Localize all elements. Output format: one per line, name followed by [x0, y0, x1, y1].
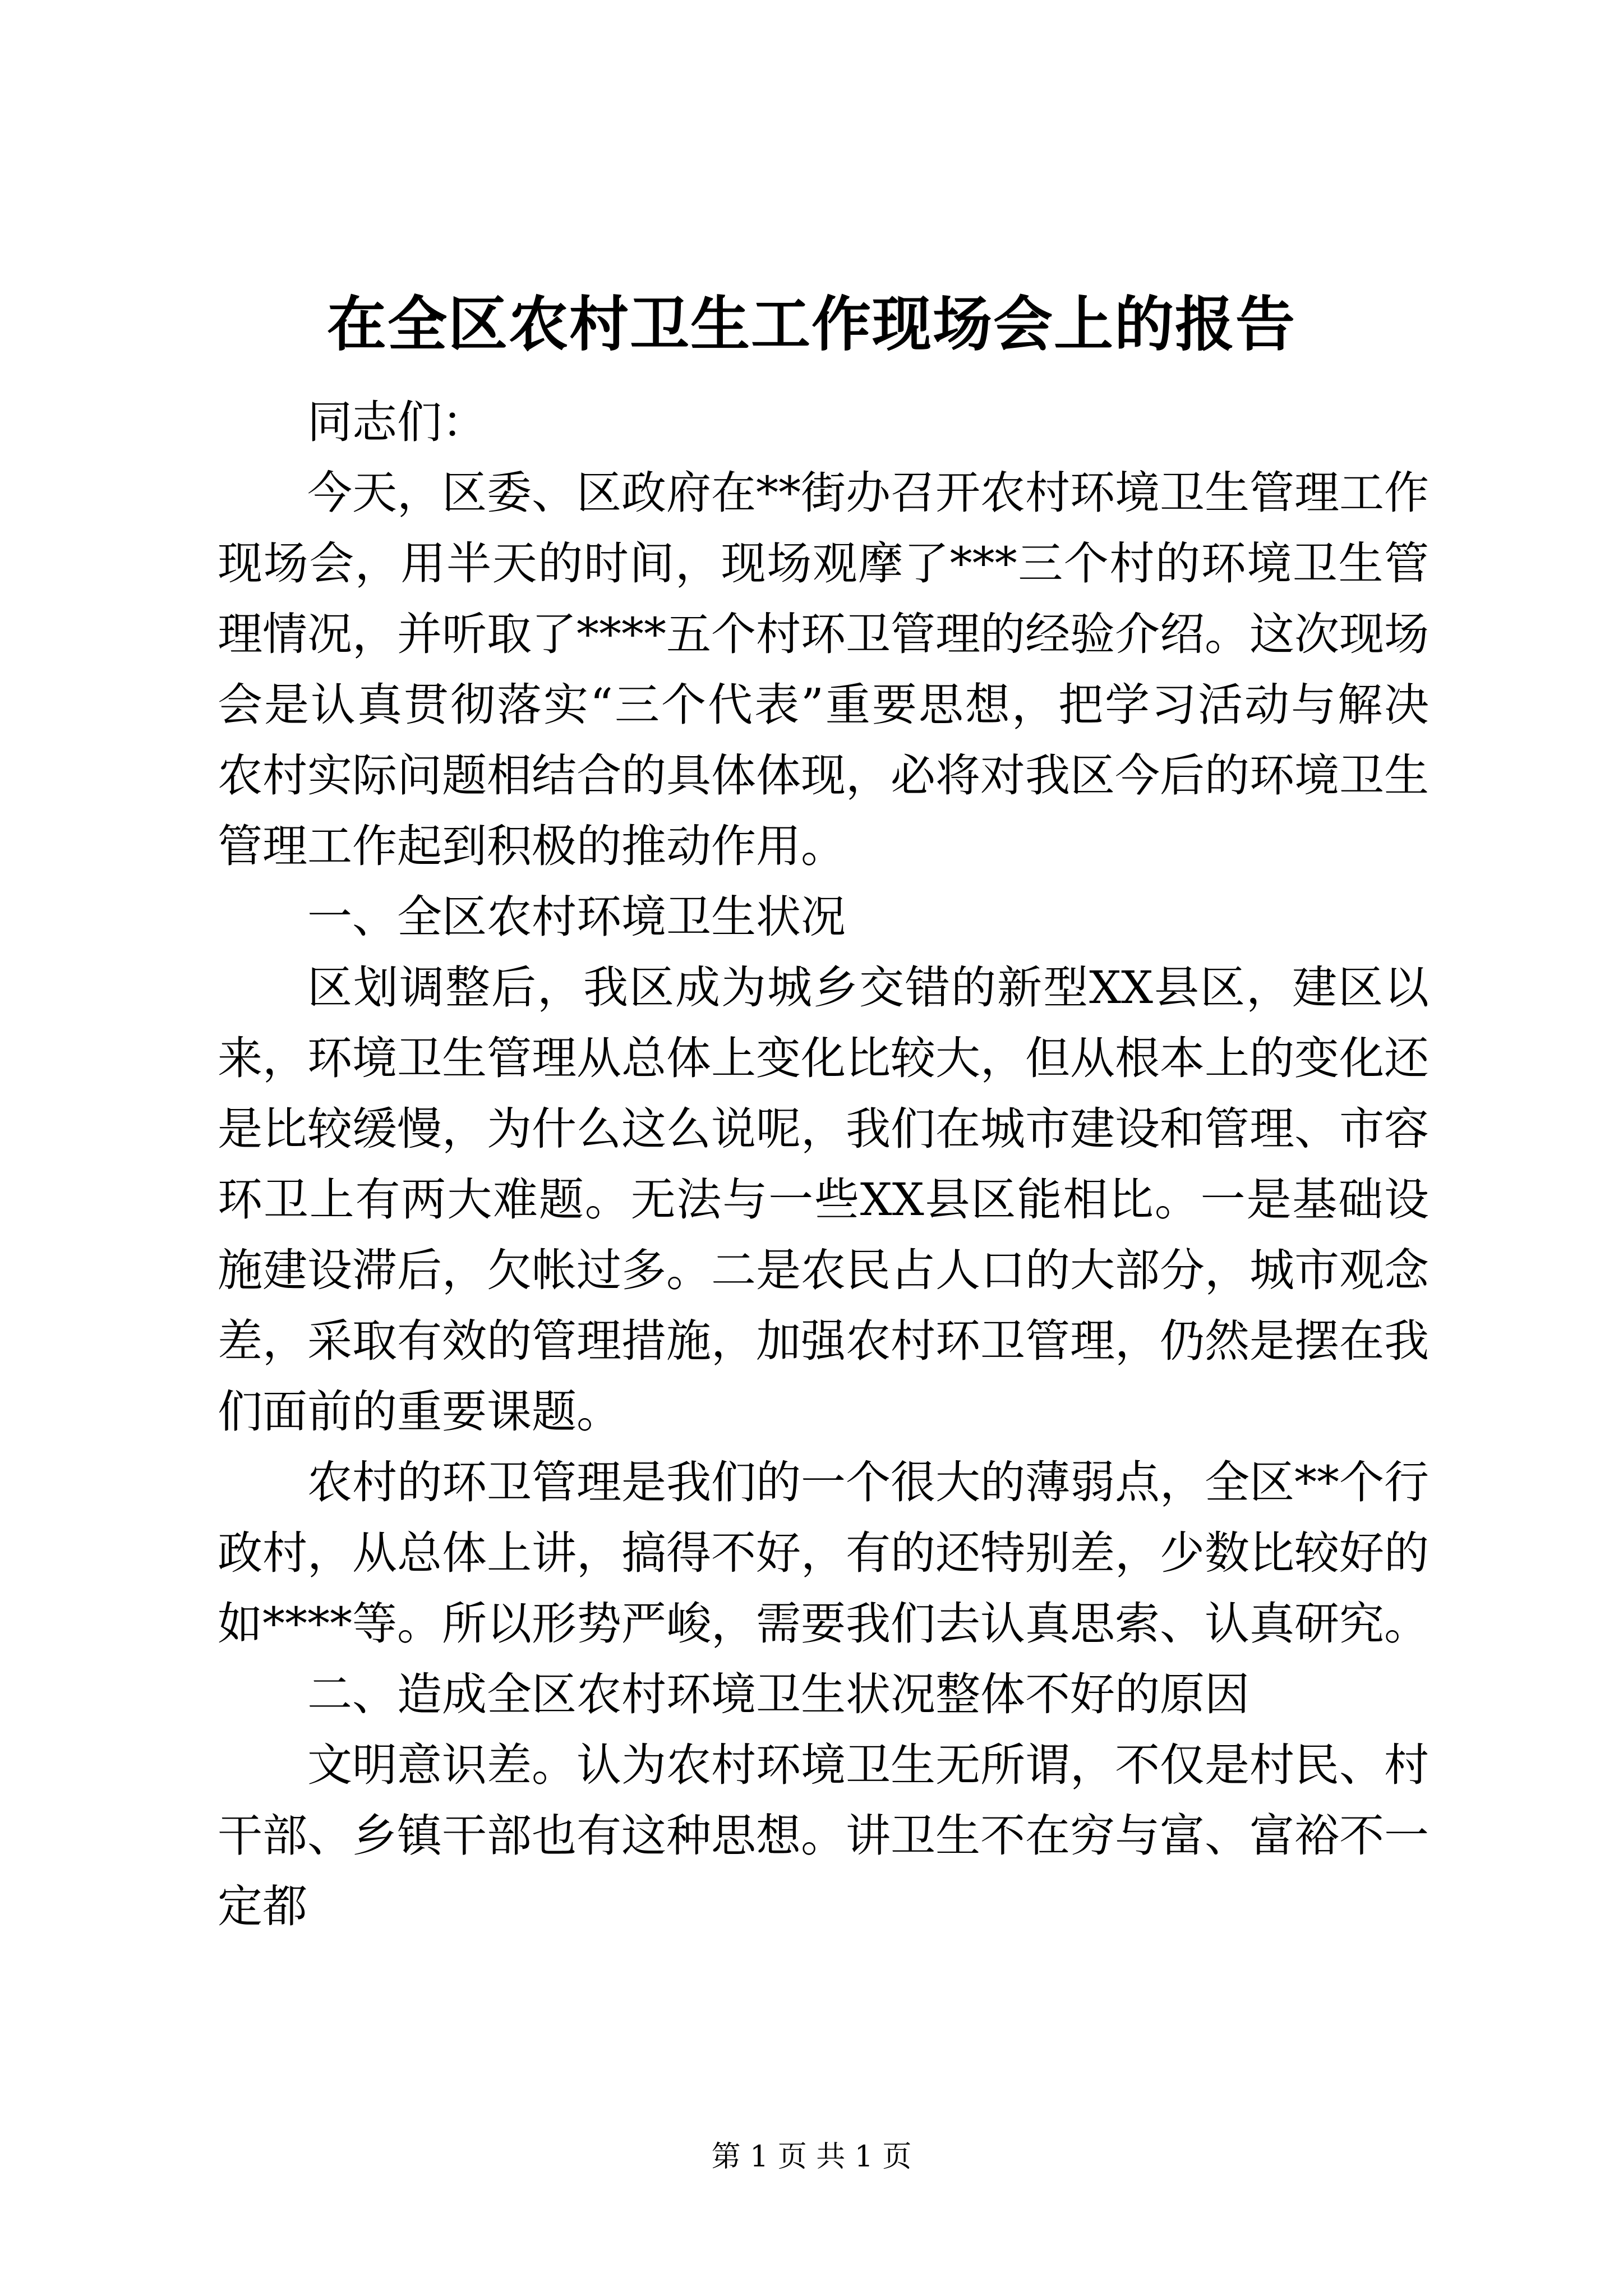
section-heading-2: 二、造成全区农村环境卫生状况整体不好的原因 [307, 1668, 1249, 1720]
page-footer: 第 1 页 共 1 页 [711, 2140, 912, 2174]
salutation: 同志们： [307, 396, 487, 448]
paragraph-intro: 今天，区委、区政府在**街办召开农村环境卫生管理工作现场会，用半天的时间，现场观摩了***三个村的环境卫生管理情况，并听取了****五个村环卫管理的经验介绍。这次现场会是认真贯彻落实“三个代表”重要思想，把学习活动与解决农村实际问题相结合的具体体现，必将对我区今后的环境卫生管理工作起到积极的推动作用。 [218, 467, 1429, 872]
section-heading-1: 一、全区农村环境卫生状况 [307, 891, 846, 943]
paragraph-status: 区划调整后，我区成为城乡交错的新型XX县区，建区以来，环境卫生管理从总体上变化比较大，但从根本上的变化还是比较缓慢，为什么这么说呢，我们在城市建设和管理、市容环卫上有两大难题。无法与一些XX县区能相比。一是基础设施建设滞后，欠帐过多。二是农民占人口的大部分，城市观念差，采取有效的管理措施，加强农村环卫管理，仍然是摆在我们面前的重要课题。 [218, 961, 1429, 1438]
paragraph-reasons: 文明意识差。认为农村环境卫生无所谓，不仅是村民、村干部、乡镇干部也有这种思想。讲卫生不在穷与富、富裕不一定都 [218, 1739, 1429, 1932]
document-title: 在全区农村卫生工作现场会上的报告 [327, 289, 1296, 359]
document-body [218, 387, 1429, 1942]
paragraph-weakness: 农村的环卫管理是我们的一个很大的薄弱点，全区**个行政村，从总体上讲，搞得不好，有的还特别差，少数比较好的如****等。所以形势严峻，需要我们去认真思索、认真研究。 [218, 1456, 1429, 1650]
